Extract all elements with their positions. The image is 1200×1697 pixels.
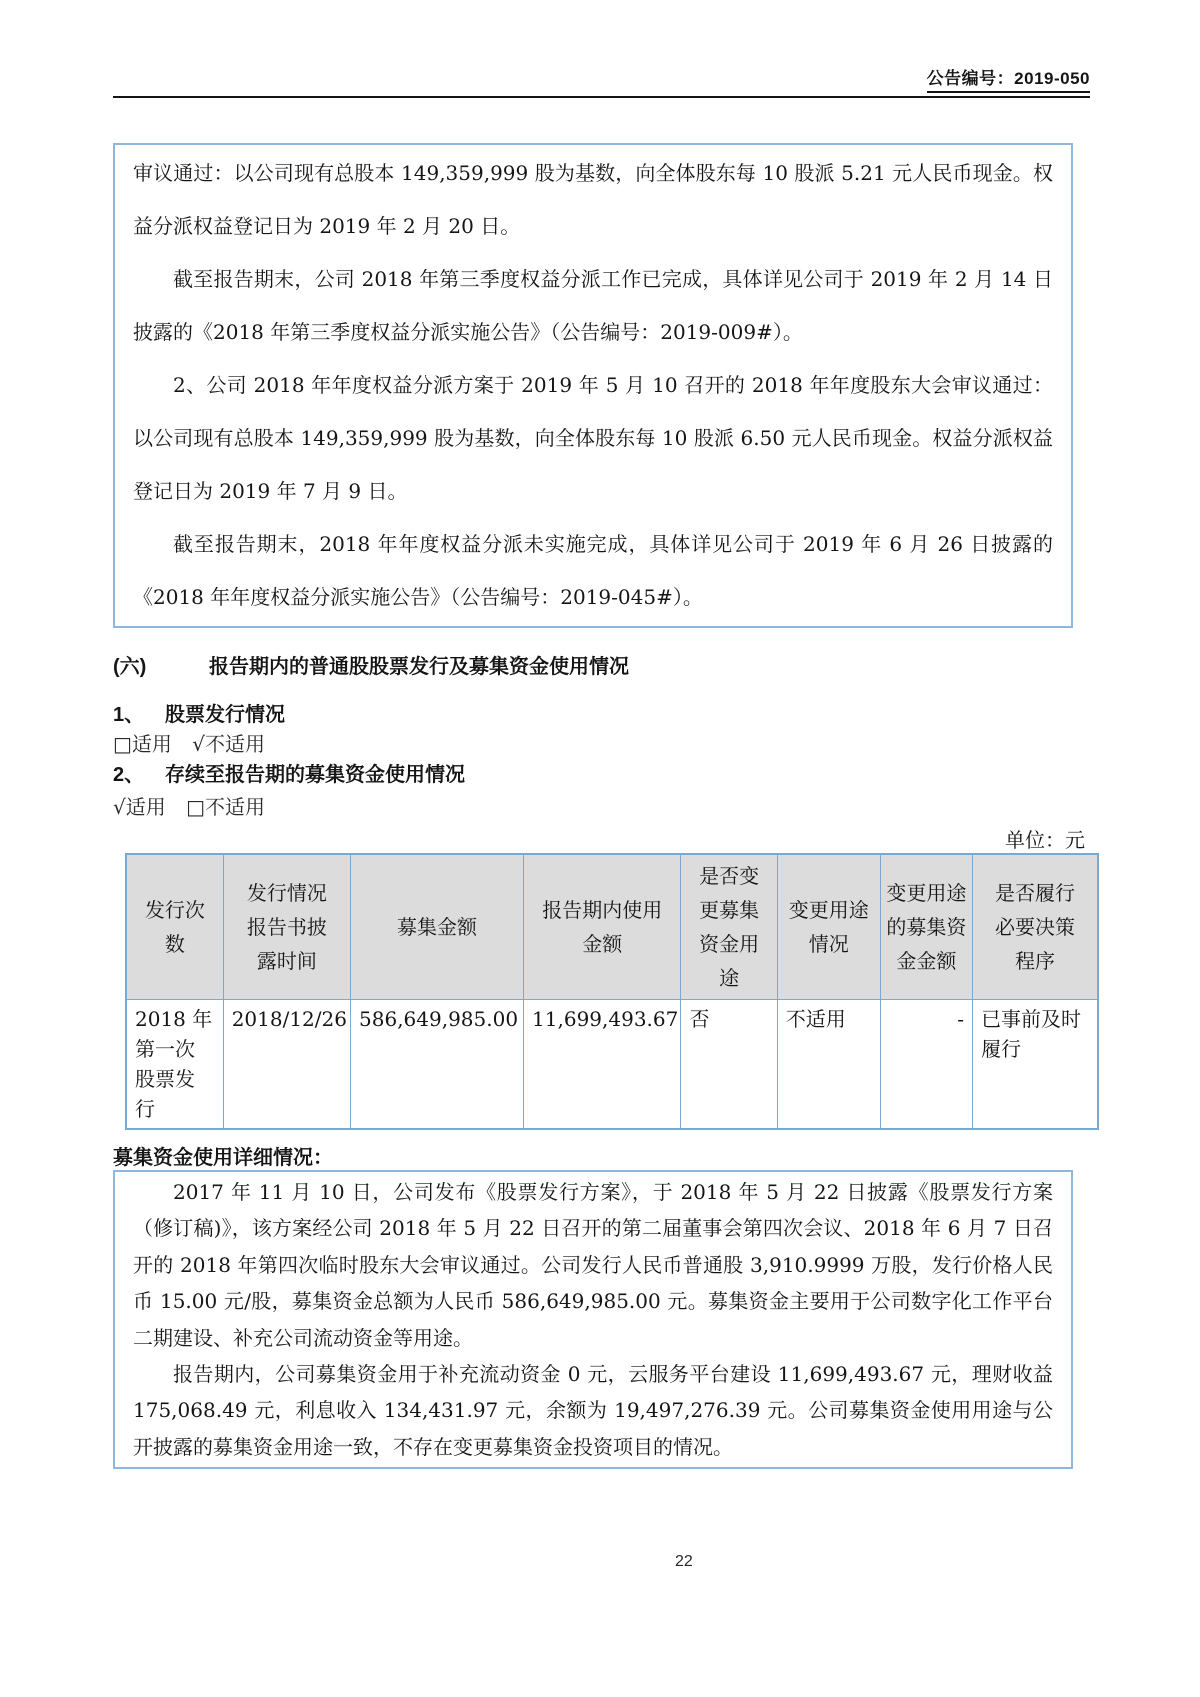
cell-issue-number: 2018 年第一次股票发行 xyxy=(126,1000,223,1130)
cell-used-amount: 11,699,493.67 xyxy=(524,1000,681,1130)
detail-paragraph: 报告期内，公司募集资金用于补充流动资金 0 元，云服务平台建设 11,699,493.67 元，理财收益 175,068.49 元，利息收入 134,431.97 元，余额为 19,497,276.39 元。公司募集资金使用用途与公开披露的募集资金用途一致，不存在变更募集资金投资项目的情况。 xyxy=(133,1362,1053,1459)
checkmark-icon: √ xyxy=(113,795,126,819)
table-row xyxy=(126,1000,1098,1130)
cell-purpose-changed: 否 xyxy=(681,1000,777,1130)
option-label: 不适用 xyxy=(205,795,266,819)
header-procedure: 是否履行必要决策程序 xyxy=(973,854,1098,1000)
option-label: 不适用 xyxy=(205,732,266,756)
detail-paragraph: 2017 年 11 月 10 日，公司发布《股票发行方案》，于 2018 年 5 月 22 日披露《股票发行方案（修订稿)》，该方案经公司 2018 年 5 月 22 日召开的第二届董事会第四次会议、2018 年 6 月 7 日召开的 2018 年第四次临时股东大会审议通过。公司发行人民币普通股 3,910.9999 万股，发行价格人民币 15.00 元/股，募集资金总额为人民币 586,649,985.00 元。募集资金主要用于公司数字化工作平台二期建设、补充公司流动资金等用途。 xyxy=(133,1180,1053,1350)
subsection-2-title: 存续至报告期的募集资金使用情况 xyxy=(165,764,465,786)
checkbox-empty-icon: □ xyxy=(186,795,206,819)
subsection-1-options xyxy=(113,728,279,757)
cell-change-status: 不适用 xyxy=(777,1000,880,1130)
page-number: 22 xyxy=(675,1553,693,1570)
dividend-paragraph: 截至报告期末，公司 2018 年第三季度权益分派工作已完成，具体详见公司于 2019 年 2 月 14 日披露的《2018 年第三季度权益分派实施公告》（公告编号：2019-009#）。 xyxy=(133,267,1053,344)
checkbox-empty-icon: □ xyxy=(113,732,132,756)
section-number: (六) xyxy=(113,656,147,678)
dividend-paragraph: 2、公司 2018 年年度权益分派方案于 2019 年 5 月 10 召开的 2018 年年度股东大会审议通过：以公司现有总股本 149,359,999 股为基数，向全体股东每 10 股派 6.50 元人民币现金。权益分派权益登记日为 2019 年 7 月 9 日。 xyxy=(133,373,1053,503)
subsection-2-options xyxy=(113,791,279,820)
subsection-1-heading xyxy=(113,698,1085,727)
section-title: 报告期内的普通股股票发行及募集资金使用情况 xyxy=(209,656,629,678)
fund-usage-detail-box xyxy=(113,1170,1073,1469)
subsection-1-number: 1、 xyxy=(113,704,145,726)
header-change-status: 变更用途情况 xyxy=(777,854,880,1000)
dividend-paragraph: 截至报告期末，2018 年年度权益分派未实施完成，具体详见公司于 2019 年 6 月 26 日披露的《2018 年年度权益分派实施公告》（公告编号：2019-045#）。 xyxy=(133,532,1053,609)
header-purpose-changed: 是否变更募集资金用途 xyxy=(681,854,777,1000)
section-heading xyxy=(113,650,1085,679)
cell-raised-amount: 586,649,985.00 xyxy=(351,1000,524,1130)
fundraising-table xyxy=(125,853,1099,1130)
subsection-1-title: 股票发行情况 xyxy=(165,704,285,726)
unit-label: 单位：元 xyxy=(1005,828,1085,852)
checkmark-icon: √ xyxy=(192,732,206,756)
option-not-selected xyxy=(186,795,265,819)
dividend-paragraph: 审议通过：以公司现有总股本 149,359,999 股为基数，向全体股东每 10 股派 5.21 元人民币现金。权益分派权益登记日为 2019 年 2 月 20 日。 xyxy=(133,161,1053,238)
header-used-amount: 报告期内使用金额 xyxy=(524,854,681,1000)
table-header-row xyxy=(126,854,1098,1000)
dividend-summary-box xyxy=(113,143,1073,628)
header-disclosure-date: 发行情况报告书披露时间 xyxy=(223,854,350,1000)
subsection-2-number: 2、 xyxy=(113,764,145,786)
subsection-2-heading xyxy=(113,758,1085,787)
detail-heading: 募集资金使用详细情况： xyxy=(113,1147,333,1169)
cell-procedure: 已事前及时履行 xyxy=(973,1000,1098,1130)
option-label: 适用 xyxy=(131,732,172,756)
header-rule xyxy=(113,64,1090,98)
cell-changed-amount: - xyxy=(880,1000,972,1130)
header-changed-amount: 变更用途的募集资金金额 xyxy=(880,854,972,1000)
option-selected xyxy=(113,795,166,819)
option-not-selected xyxy=(113,732,172,756)
cell-disclosure-date: 2018/12/26 xyxy=(223,1000,350,1130)
option-label: 适用 xyxy=(125,795,166,819)
notice-number: 公告编号：2019-050 xyxy=(927,69,1090,93)
option-selected xyxy=(192,732,265,756)
header-raised-amount: 募集金额 xyxy=(351,854,524,1000)
header-issue-number: 发行次数 xyxy=(126,854,223,1000)
